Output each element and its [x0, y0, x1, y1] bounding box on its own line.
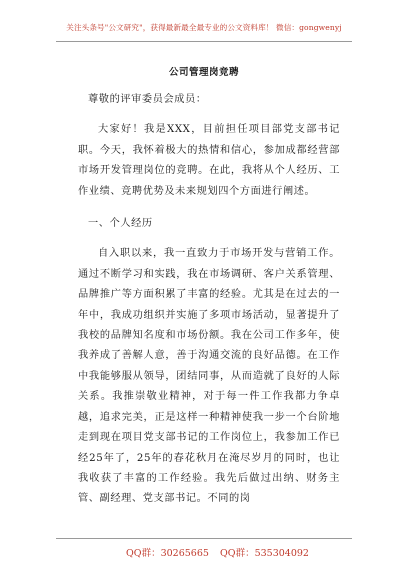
header-divider — [56, 41, 352, 42]
document-body — [78, 90, 340, 510]
body-paragraph: 自入职以来，我一直致力于市场开发与营销工作。通过不断学习和实践，我在市场调研、客户关系管理、品牌推广等方面积累了丰富的经验。尤其是在过去的一年中，我成功组织并实施了多项市场活动，显著提升了我校的品牌知名度和市场份额。我在公司工作多年，使我养成了善解人意，善于沟通交流的良好品德。在工作中我能够服从领导，团结同事，从而造就了良好的人际关系。我推崇敬业精神，对于每一件工作我都力争卓越，追求完美，正是这样一种精神使我一步一个台阶地走到现在项目党支部书记的工作岗位上，我参加工作已经25年了，25年的春花秋月在淹尽岁月的同时，也让我收获了丰富的工作经验。我先后做过出纳、财务主管、副经理、党支部书记。不同的岗 — [78, 248, 340, 505]
header-banner: 关注头条号"公文研究"，获得最新最全最专业的公文资料库！ 微信：gongwenyj — [66, 23, 342, 32]
footer-qq-group-left: QQ群：30265665 — [126, 548, 209, 559]
intro-paragraph: 大家好！我是XXX，目前担任项目部党支部书记职。今天，我怀着极大的热情和信心，参加成都经营部市场开发管理岗位的竞聘。在此，我将从个人经历、工作业绩、竞聘优势及未来规划四个方面进行阐述。 — [78, 124, 340, 197]
section-heading: 一、个人经历 — [88, 218, 153, 230]
salutation: 尊敬的评审委员会成员： — [88, 94, 207, 105]
footer-qq-group-right: QQ群：535304092 — [220, 548, 309, 559]
footer-divider — [56, 538, 352, 539]
document-title: 公司管理岗竞聘 — [168, 67, 239, 78]
